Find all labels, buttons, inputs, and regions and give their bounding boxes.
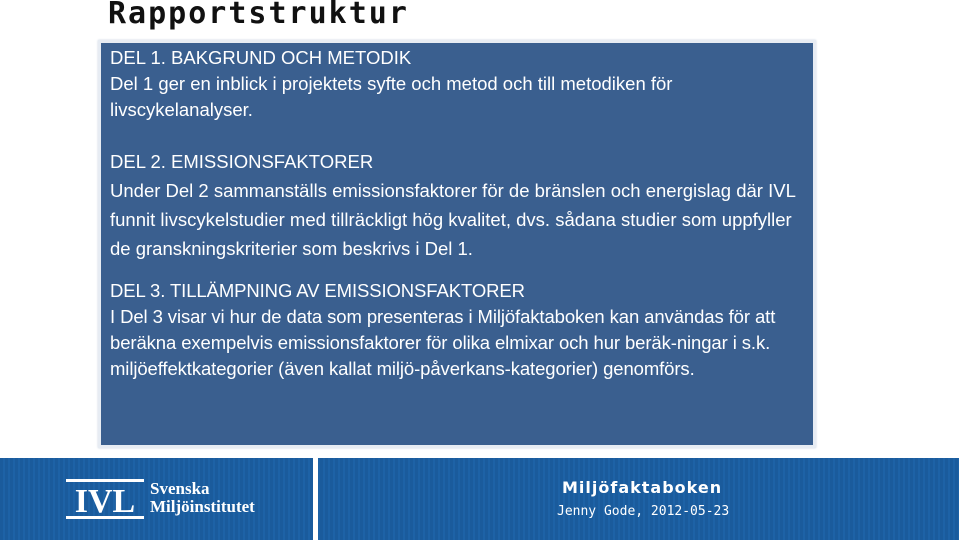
- ivl-logo-text: [150, 480, 255, 516]
- section-1-body: Del 1 ger en inblick i projektets syfte och metod och till metodiken för livscykelanalyser.: [110, 73, 673, 120]
- section-1: [110, 45, 800, 123]
- section-2: [110, 147, 810, 263]
- ivl-logo: [66, 478, 266, 520]
- section-1-heading: DEL 1. BAKGRUND OCH METODIK: [110, 47, 412, 68]
- logo-line-2: Miljöinstitutet: [150, 497, 255, 516]
- section-3-body: I Del 3 visar vi hur de data som presenteras i Miljöfaktaboken kan användas för att beräkna exempelvis emissionsfaktorer för olika elmixar och hur beräk-ningar i s.k. miljöeffektkategorier (även kallat miljö-påverkans-kategorier) genomförs.: [110, 306, 776, 379]
- footer-brand: Miljöfaktaboken: [562, 478, 723, 497]
- logo-line-1: Svenska: [150, 479, 210, 498]
- ivl-logo-mark: [66, 478, 144, 520]
- section-2-body: Under Del 2 sammanställs emissionsfaktorer för de bränslen och energislag där IVL funnit livscykelstudier med tillräckligt hög kvalitet, dvs. sådana studier som uppfyller de granskningskriterier som beskrivs i Del 1.: [110, 180, 796, 259]
- footer-author-date: Jenny Gode, 2012-05-23: [557, 504, 730, 519]
- slide-title: Rapportstruktur: [108, 0, 409, 31]
- content-box: [98, 40, 816, 448]
- section-2-heading: DEL 2. EMISSIONSFAKTORER: [110, 151, 374, 172]
- section-3-heading: DEL 3. TILLÄMPNING AV EMISSIONSFAKTORER: [110, 280, 525, 301]
- ivl-logo-letters: IVL: [74, 483, 136, 520]
- section-3: [110, 278, 814, 382]
- footer-divider: [313, 458, 318, 540]
